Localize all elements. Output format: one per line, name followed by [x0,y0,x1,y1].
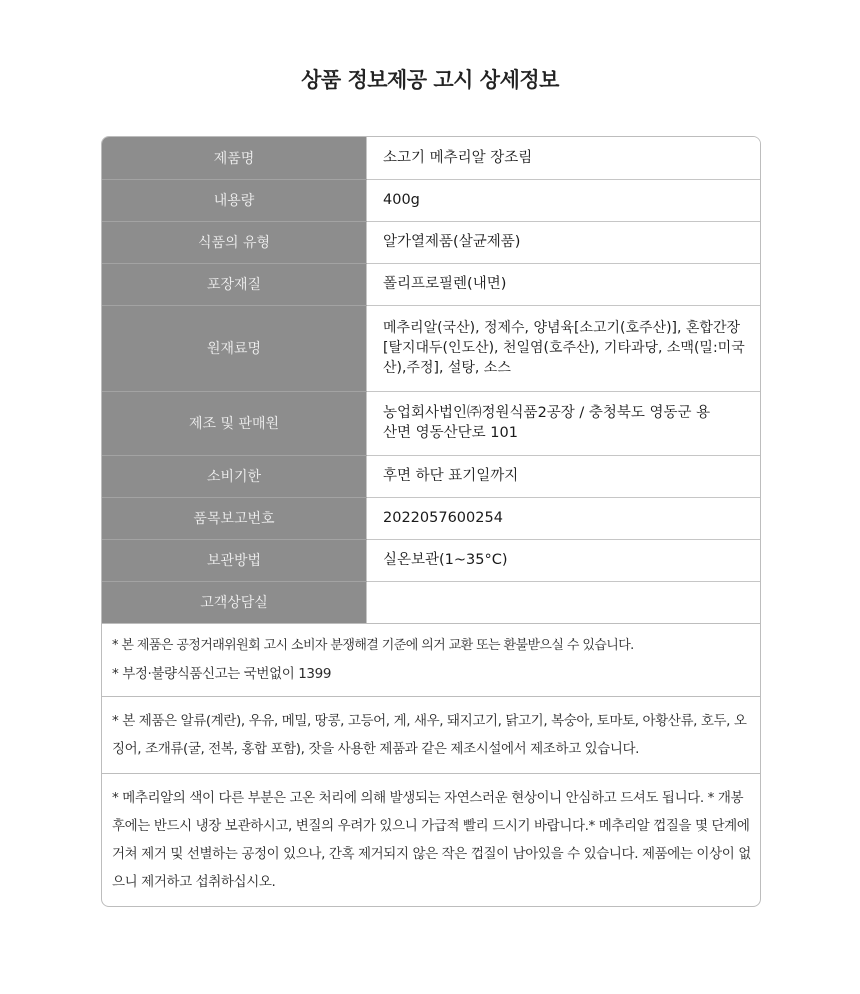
row-label-ingredients: 원재료명 [102,305,367,391]
row-label-product-name: 제품명 [102,137,367,179]
row-label-customer-service: 고객상담실 [102,581,367,623]
table-row [102,391,760,455]
row-label-expiry: 소비기한 [102,455,367,497]
table-row [102,497,760,539]
table-row [102,179,760,221]
row-label-report-number: 품목보고번호 [102,497,367,539]
row-value-expiry: 후면 하단 표기일까지 [367,455,761,497]
row-value-customer-service [367,581,761,623]
row-value-report-number: 2022057600254 [367,497,761,539]
table-row [102,455,760,497]
product-info-table [102,137,760,623]
allergy-notice [102,696,760,773]
table-row [102,305,760,391]
row-value-manufacturer: 농업회사법인㈜정원식품2공장 / 충청북도 영동군 용산면 영동산단로 101 [367,391,761,455]
row-label-manufacturer: 제조 및 판매원 [102,391,367,455]
table-row [102,539,760,581]
caution-notice-text: * 메추리알의 색이 다른 부분은 고온 처리에 의해 발생되는 자연스러운 현상이니 안심하고 드셔도 됩니다. * 개봉 후에는 반드시 냉장 보관하시고, 변질의 우려가 있으니 가급적 빨리 드시기 바랍니다.* 메추리알 껍질을 몇 단계에 거쳐 제거 및 선별하는 공정이 있으나, 간혹 제거되지 않은 작은 껍질이 남아있을 수 있습니다. 제품에는 이상이 없으니 제거하고 섭취하십시오. [112,790,751,890]
row-value-packaging: 폴리프로필렌(내면) [367,263,761,305]
row-value-food-type: 알가열제품(살균제품) [367,221,761,263]
row-value-storage: 실온보관(1~35°C) [367,539,761,581]
row-label-food-type: 식품의 유형 [102,221,367,263]
table-row [102,581,760,623]
table-row [102,221,760,263]
product-info-card [101,136,761,907]
table-row [102,137,760,179]
row-label-net-content: 내용량 [102,179,367,221]
table-row [102,263,760,305]
allergy-notice-text: * 본 제품은 알류(계란), 우유, 메밀, 땅콩, 고등어, 게, 새우, 돼지고기, 닭고기, 복숭아, 토마토, 아황산류, 호두, 오징어, 조개류(굴, 전복, 홍합 포함), 잣을 사용한 제품과 같은 제조시설에서 제조하고 있습니다. [112,713,747,757]
row-value-product-name: 소고기 메추리알 장조림 [367,137,761,179]
consumer-notice [102,623,760,696]
consumer-notice-line1: * 본 제품은 공정거래위원회 고시 소비자 분쟁해결 기준에 의거 교환 또는 환불받으실 수 있습니다. [112,638,634,653]
row-label-packaging: 포장재질 [102,263,367,305]
caution-notice [102,773,760,906]
row-value-net-content: 400g [367,179,761,221]
consumer-notice-line2: * 부정·불량식품신고는 국번없이 1399 [112,666,332,682]
page-title: 상품 정보제공 고시 상세정보 [301,68,559,92]
row-value-ingredients: 메추리알(국산), 정제수, 양념육[소고기(호주산)], 혼합간장[탈지대두(인도산), 천일염(호주산), 기타과당, 소맥(밀:미국산),주정], 설탕, 소스 [367,305,761,391]
row-label-storage: 보관방법 [102,539,367,581]
